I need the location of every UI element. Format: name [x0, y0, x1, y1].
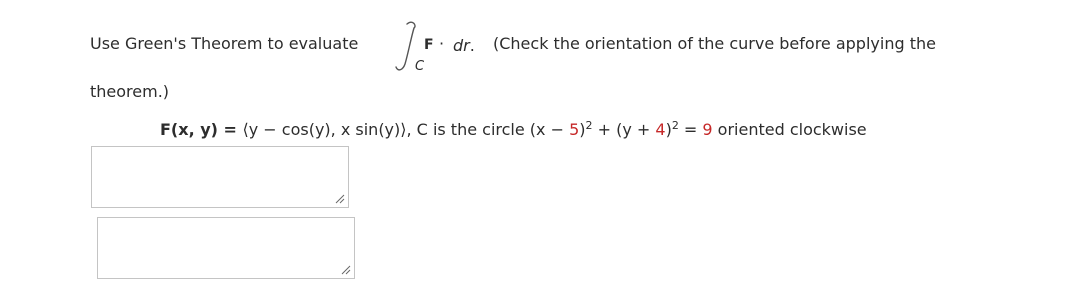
vector-field-symbol: F — [424, 37, 434, 53]
question-intro-text: Use Green's Theorem to evaluate — [90, 34, 359, 53]
integral-subscript: C — [415, 59, 425, 74]
plus-y-text: + (y + — [592, 120, 656, 139]
resize-grip-icon[interactable] — [341, 265, 351, 275]
equals-text: = — [678, 120, 703, 139]
orientation-text: oriented clockwise — [712, 120, 867, 139]
dot-product-symbol: · — [439, 34, 445, 53]
exponent-2: 2 — [671, 119, 679, 132]
dr-text: dr — [453, 36, 470, 55]
problem-statement — [160, 119, 867, 139]
dr-term — [453, 36, 475, 55]
circle-center-x: 5 — [569, 120, 580, 139]
f-function-label: F(x, y) = — [160, 120, 243, 139]
circle-radius-squared: 9 — [702, 120, 713, 139]
problem-lhs: ⟨y − cos(y), x sin(y)⟩, C is the circle (x − — [242, 120, 570, 139]
dr-period: . — [469, 36, 475, 55]
close-paren-2: ) — [665, 120, 672, 139]
exponent-1: 2 — [585, 119, 593, 132]
answer-textarea-2[interactable] — [97, 217, 355, 279]
circle-center-y: 4 — [655, 120, 666, 139]
resize-grip-icon[interactable] — [335, 194, 345, 204]
instruction-continuation: theorem.) — [90, 82, 170, 101]
instruction-text: (Check the orientation of the curve before applying the — [493, 34, 936, 53]
answer-textarea-1[interactable] — [91, 146, 349, 208]
close-paren-1: ) — [579, 120, 586, 139]
